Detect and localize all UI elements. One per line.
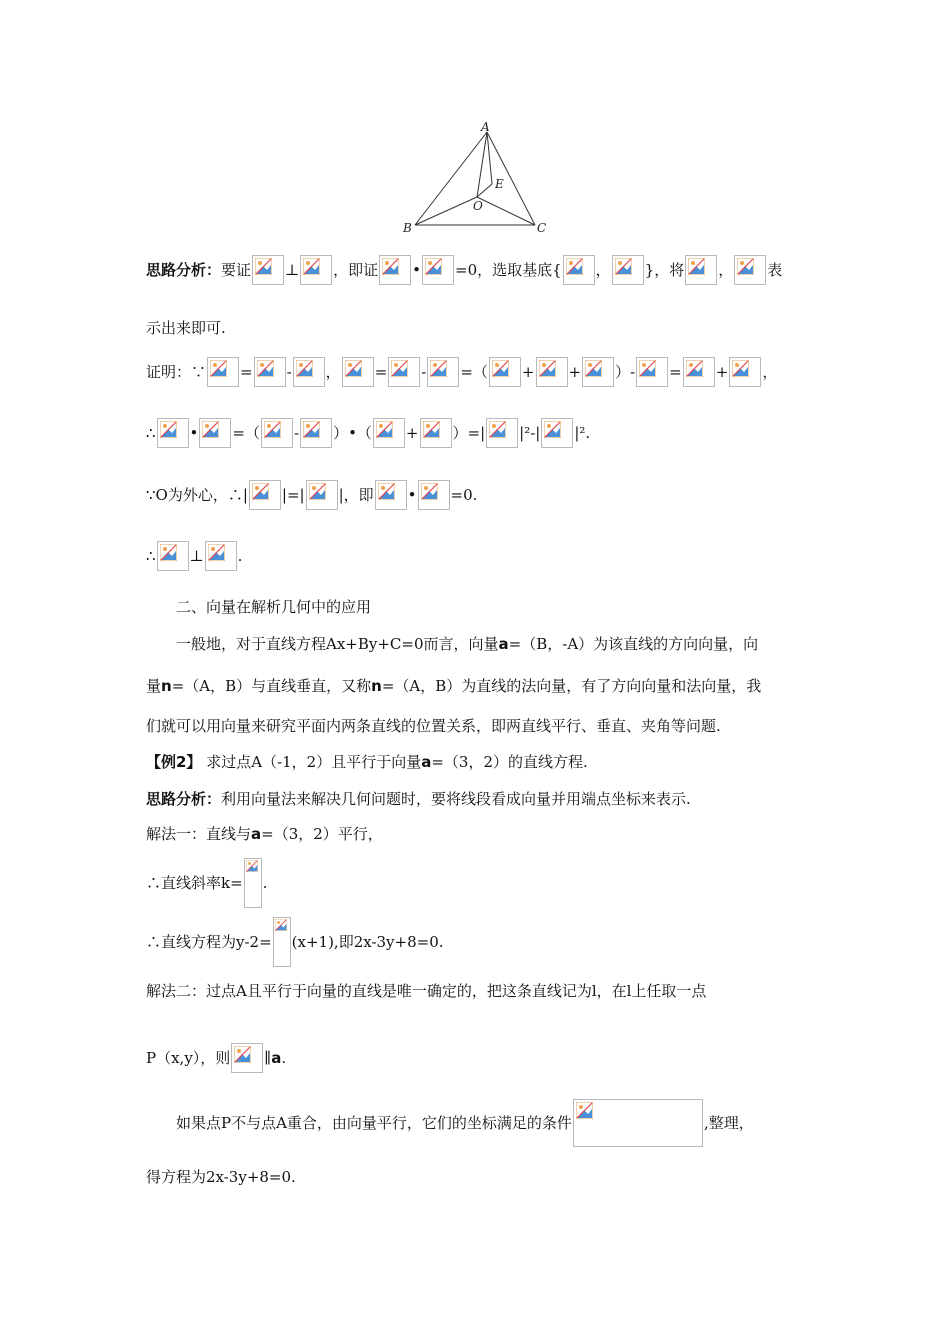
vector-image [612,255,644,285]
paragraph-line-2: 量n=（A，B）与直线垂直，又称n=（A，B）为直线的法向量，有了方向向量和法向量，我 [146,677,762,695]
analysis-line-1: 思路分析：要证 ⊥ ，即证 • =0，选取基底{ ， }，将 ， 表 [146,255,782,285]
vector-image [293,357,325,387]
vector-image [422,255,454,285]
vector-image [249,480,281,510]
proof-line-1: 证明：∵ = - ， = - =（ + + ）- = + ， [146,357,777,387]
analysis-label: 思路分析： [146,261,222,279]
vector-image [489,357,521,387]
vector-image [373,418,405,448]
vector-image [541,418,573,448]
method-2-line-2: P（x,y），则 ∥a. [146,1043,286,1073]
proof-line-3: ∵O为外心，∴| |=| |，即 • =0. [146,480,477,510]
vector-image [486,418,518,448]
vector-image [388,357,420,387]
label-O: O [473,199,483,213]
vector-image [582,357,614,387]
label-A: A [481,120,490,134]
vector-image [420,418,452,448]
section-heading: 二、向量在解析几何中的应用 [176,598,372,616]
analysis-line-2: 示出来即可. [146,319,226,337]
condition-image [573,1099,703,1147]
vector-image [231,1043,263,1073]
vector-image [427,357,459,387]
vector-image [729,357,761,387]
vector-image [252,255,284,285]
vector-image [300,418,332,448]
proof-line-4: ∴ ⊥ . [146,541,242,571]
vector-image [254,357,286,387]
example-analysis: 思路分析：利用向量法来解决几何问题时，要将线段看成向量并用端点坐标来表示. [146,790,691,808]
vector-image [734,255,766,285]
vector-image [261,418,293,448]
vector-image [306,480,338,510]
vector-image [536,357,568,387]
vector-image [157,418,189,448]
method-2-line-3: 如果点P不与点A重合，由向量平行，它们的坐标满足的条件 ,整理， [176,1099,754,1147]
label-C: C [537,221,547,235]
proof-line-2: ∴ • =（ - ）•（ + ）=| |²-| |². [146,418,590,448]
slope-line: ∴直线斜率k= . [146,858,267,908]
paragraph-line-1: 一般地，对于直线方程Ax+By+C=0而言，向量a=（B，-A）为该直线的方向向量，向 [176,635,759,653]
vector-image [563,255,595,285]
vector-image [685,255,717,285]
method-2-line-1: 解法二：过点A且平行于向量的直线是唯一确定的，把这条直线记为l，在l上任取一点 [146,982,707,1000]
vector-image [636,357,668,387]
paragraph-line-3: 们就可以用向量来研究平面内两条直线的位置关系，即两直线平行、垂直、夹角等问题. [146,717,721,735]
fraction-image [244,858,262,908]
fraction-image [273,917,291,967]
label-E: E [495,177,504,191]
example-question: 【例2】 求过点A（-1，2）且平行于向量a=（3，2）的直线方程. [146,753,588,771]
vector-image [300,255,332,285]
equation-line: ∴直线方程为y-2= (x+1),即2x-3y+8=0. [146,917,444,967]
vector-image [418,480,450,510]
triangle-figure [395,120,555,239]
method-2-line-4: 得方程为2x-3y+8=0. [146,1168,296,1186]
vector-image [342,357,374,387]
vector-image [157,541,189,571]
method-1-line-1: 解法一：直线与a=（3，2）平行， [146,825,383,843]
vector-image [207,357,239,387]
label-B: B [403,221,412,235]
vector-image [375,480,407,510]
vector-image [683,357,715,387]
vector-image [379,255,411,285]
vector-image [205,541,237,571]
vector-image [199,418,231,448]
